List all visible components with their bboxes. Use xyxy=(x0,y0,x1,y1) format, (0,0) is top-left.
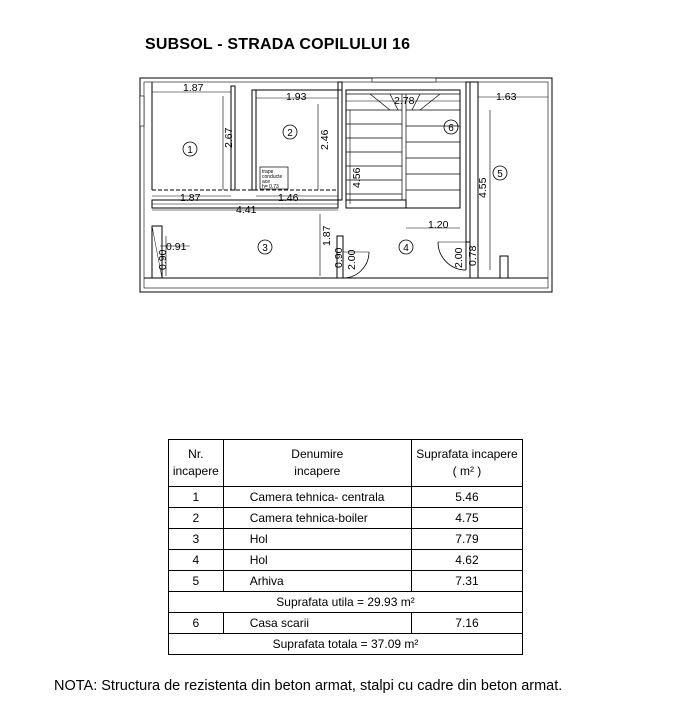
dim-2-46: 2.46 xyxy=(319,129,331,150)
dim-2-78: 2.78 xyxy=(394,95,415,107)
room-4-number: 4 xyxy=(403,243,409,254)
dim-0-90-mid: 0.90 xyxy=(333,247,345,268)
dim-4-41: 4.41 xyxy=(236,204,257,216)
header-name: Denumire incapere xyxy=(223,440,411,487)
room-2-number: 2 xyxy=(287,128,293,139)
dim-1-20: 1.20 xyxy=(428,219,449,231)
dim-2-00-right: 2.00 xyxy=(453,247,465,268)
page-title: SUBSOL - STRADA COPILULUI 16 xyxy=(145,36,411,53)
rooms-table xyxy=(168,439,523,655)
dim-1-87-mid: 1.87 xyxy=(180,192,201,204)
boiler-note-line-2: conducte xyxy=(262,174,283,180)
room-3-number: 3 xyxy=(262,243,268,254)
dim-1-63: 1.63 xyxy=(496,91,517,103)
table-row: 5 Arhiva 7.31 xyxy=(169,571,523,592)
room-6-number: 6 xyxy=(448,123,454,134)
total-row xyxy=(169,634,523,655)
floor-plan xyxy=(0,0,683,320)
dim-0-78: 0.78 xyxy=(467,245,479,266)
dim-2-00-mid: 2.00 xyxy=(346,249,358,270)
total-totala: Suprafata totala = 37.09 m² xyxy=(169,634,523,655)
boiler-note-height: h= 0.73 xyxy=(262,184,279,190)
boiler-note-line-3: ace xyxy=(262,179,271,185)
table-header-row xyxy=(169,440,523,487)
dim-2-67: 2.67 xyxy=(223,127,235,148)
table-row: 6 Casa scarii 7.16 xyxy=(169,613,523,634)
dim-1-93: 1.93 xyxy=(286,91,307,103)
dim-4-55: 4.55 xyxy=(477,177,489,198)
total-utila: Suprafata utila = 29.93 m² xyxy=(169,592,523,613)
dim-4-56: 4.56 xyxy=(351,167,363,188)
room-5-number: 5 xyxy=(497,169,503,180)
header-area: Suprafata incapere ( m² ) xyxy=(411,440,522,487)
dim-1-46: 1.46 xyxy=(278,192,299,204)
total-utila-row xyxy=(169,592,523,613)
boiler-note-line-1: trape xyxy=(262,169,274,175)
table-row: 3 Hol 7.79 xyxy=(169,529,523,550)
table-row: 2 Camera tehnica-boiler 4.75 xyxy=(169,508,523,529)
header-nr: Nr. incapere xyxy=(169,440,224,487)
dim-0-90-left: 0.90 xyxy=(157,249,169,270)
table-row: 4 Hol 4.62 xyxy=(169,550,523,571)
structure-note: NOTA: Structura de rezistenta din beton armat, stalpi cu cadre din beton armat. xyxy=(54,678,563,694)
dim-1-87-vert: 1.87 xyxy=(321,225,333,246)
room-1-number: 1 xyxy=(187,145,193,156)
table-row: 1 Camera tehnica- centrala 5.46 xyxy=(169,487,523,508)
dim-1-87-top: 1.87 xyxy=(183,82,204,94)
dim-0-91: 0.91 xyxy=(166,241,187,253)
